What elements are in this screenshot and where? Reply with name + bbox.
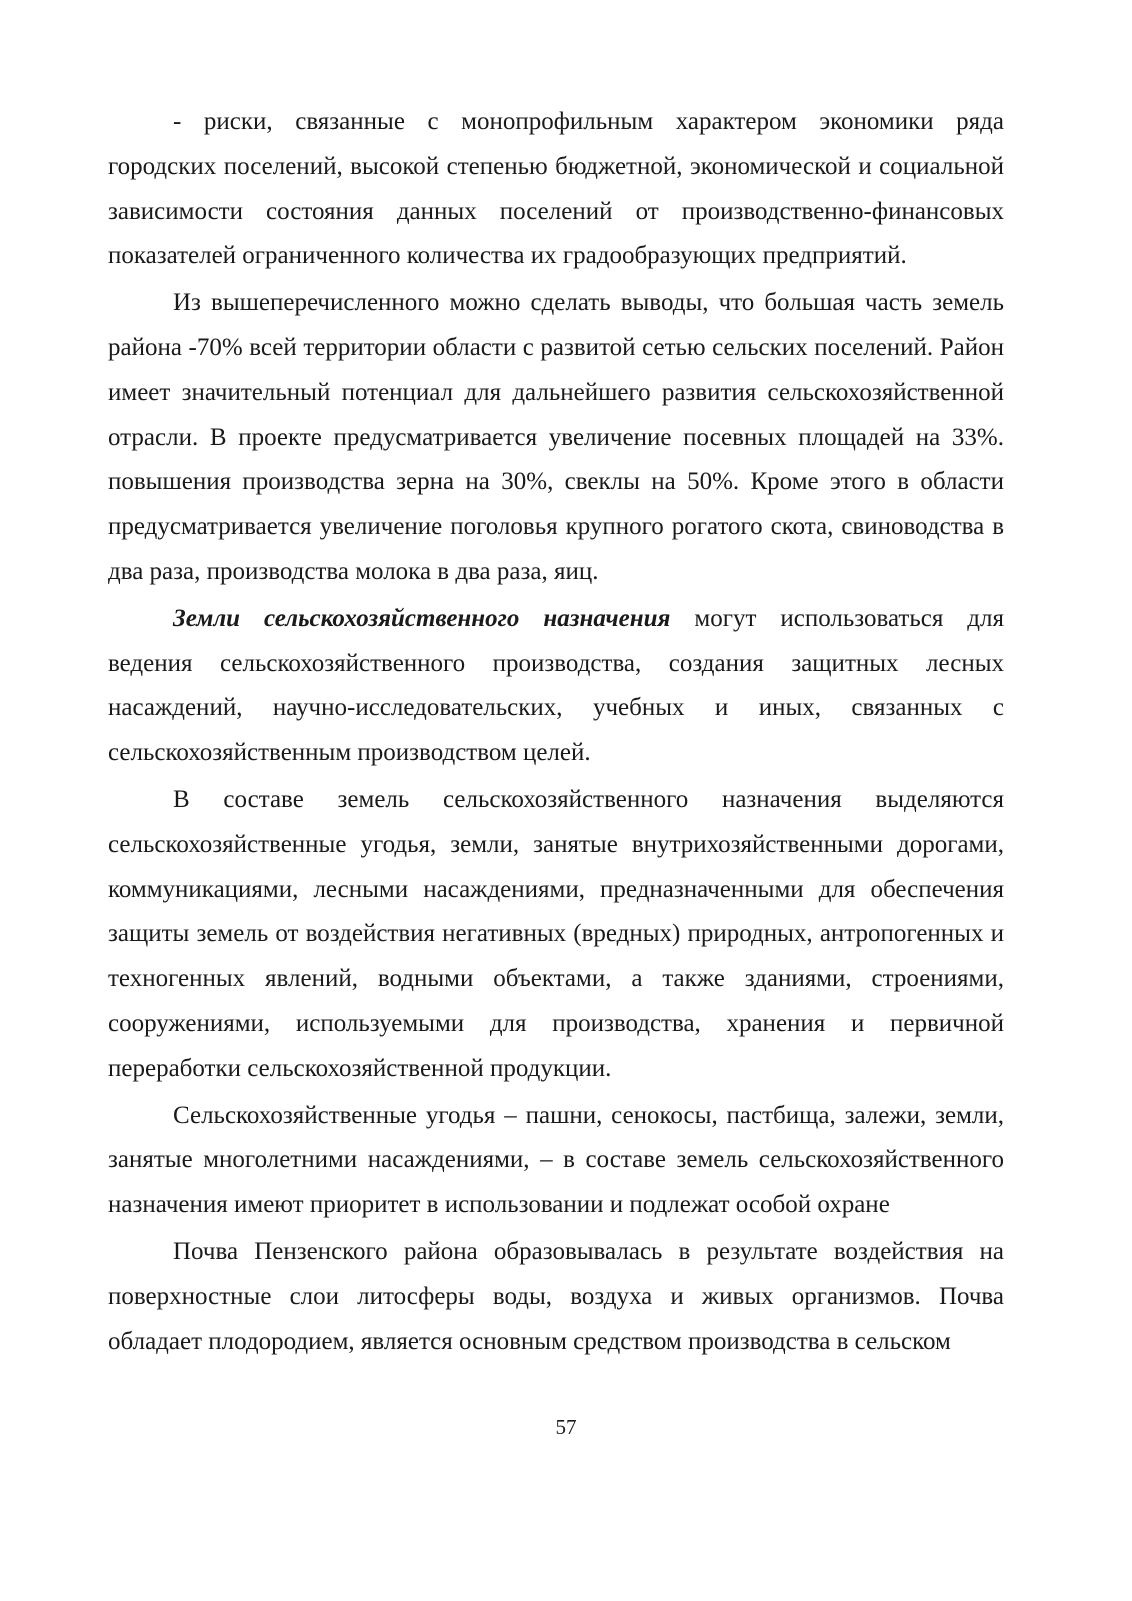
body-text [108,100,1004,1366]
paragraph-risks [108,100,1004,279]
paragraph-text: - риски, связанные с монопрофильным характером экономики ряда городских поселений, высокой степенью бюджетной, экономической и социальной зависимости состояния данных поселений от производственно-финансовых показателей ограниченного количества их градообразующих предприятий. [108,108,1004,270]
paragraph-agricultural-lands [108,597,1004,776]
paragraph-text: В составе земель сельскохозяйственного назначения выделяются сельскохозяйственные угодья, земли, занятые внутрихозяйственными дорогами, коммуникациями, лесными насаждениями, предназначенными для обеспечения защиты земель от воздействия негативных (вредных) природных, антропогенных и техногенных явлений, водными объектами, а также зданиями, строениями, сооружениями, используемыми для производства, хранения и первичной переработки сельскохозяйственной продукции. [108,785,1004,1082]
paragraph-soil [108,1230,1004,1364]
page-number: 57 [555,1415,577,1439]
paragraph-text: Из вышеперечисленного можно сделать выводы, что большая часть земель района -70% всей территории области с развитой сетью сельских поселений. Район имеет значительный потенциал для дальнейшего развития сельскохозяйственной отрасли. В проекте предусматривается увеличение посевных площадей на 33%. повышения производства зерна на 30%, свеклы на 50%. Кроме этого в области предусматривается увеличение поголовья крупного рогатого скота, свиноводства в два раза, производства молока в два раза, яиц. [108,289,1004,585]
paragraph-text: могут использоваться для ведения сельскохозяйственного производства, создания защитных лесных насаждений, научно-исследовательских, учебных и иных, связанных с сельскохозяйственным производством целей. [108,604,1005,767]
paragraph-conclusions [108,281,1004,595]
emphasized-term: Земли сельскохозяйственного назначения [173,604,671,632]
paragraph-text: Сельскохозяйственные угодья – пашни, сенокосы, пастбища, залежи, земли, занятые многолетними насаждениями, – в составе земель сельскохозяйственного назначения имеют приоритет в использовании и подлежат особой охране [108,1101,1004,1219]
paragraph-composition [108,778,1004,1092]
paragraph-agricultural-holdings [108,1094,1004,1228]
paragraph-text: Почва Пензенского района образовывалась в результате воздействия на поверхностные слои литосферы воды, воздуха и живых организмов. Почва обладает плодородием, является основным средством производства в сельском [108,1237,1004,1355]
